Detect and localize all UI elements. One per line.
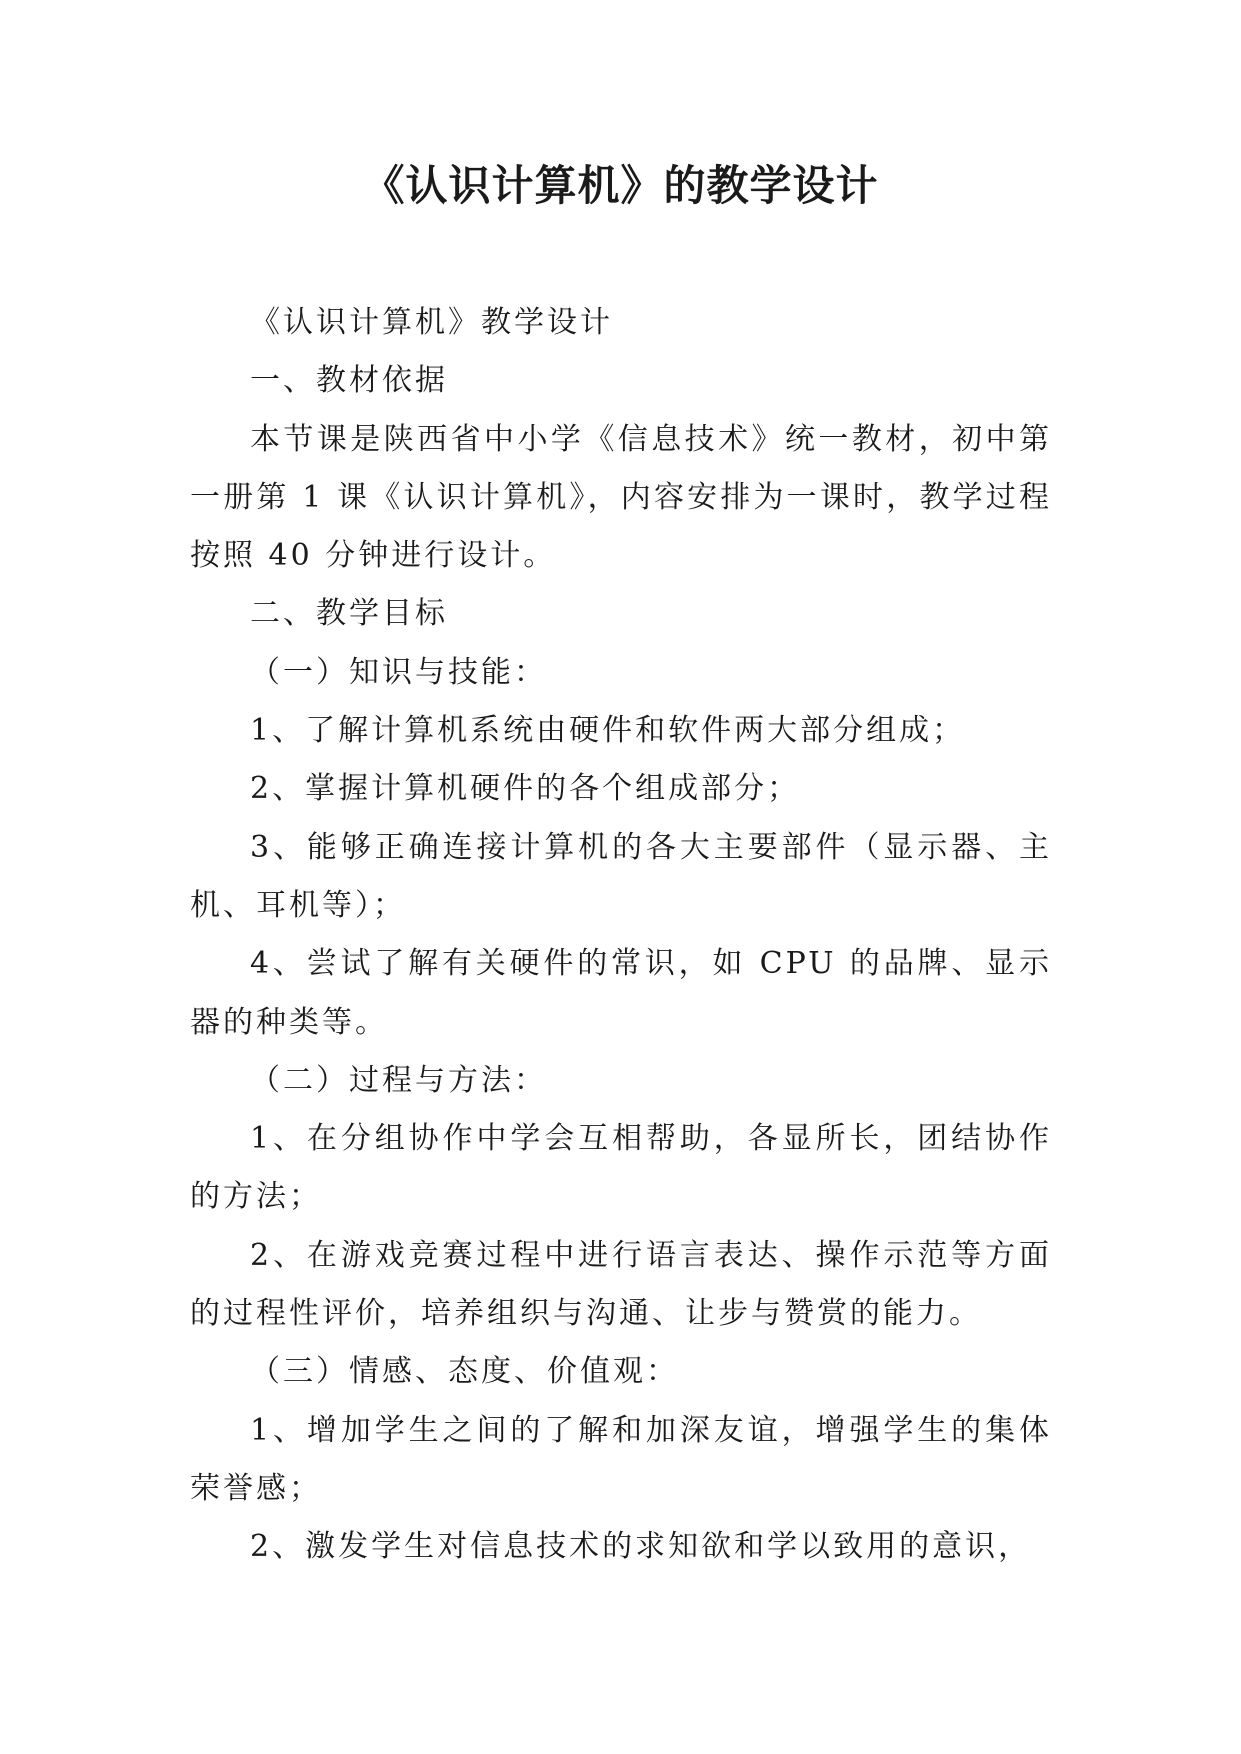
subheading-knowledge-skills: （一）知识与技能： (250, 654, 547, 690)
document-title: 《认识计算机》的教学设计 (362, 161, 879, 210)
list-item-process-2: 2、在游戏竞赛过程中进行语言表达、操作示范等方面的过程性评价，培养组织与沟通、让步与赞赏的能力。 (190, 1237, 1052, 1332)
paragraph-textbook-basis: 本节课是陕西省中小学《信息技术》统一教材，初中第一册第 1 课《认识计算机》，内容安排为一课时，教学过程按照 40 分钟进行设计。 (190, 421, 1052, 574)
list-item-emotion-2: 2、激发学生对信息技术的求知欲和学以致用的意识， (250, 1529, 1032, 1565)
subheading-emotion-attitude-values: （三）情感、态度、价值观： (250, 1354, 679, 1390)
list-item-knowledge-3: 3、能够正确连接计算机的各大主要部件（显示器、主机、耳机等）； (190, 829, 1052, 923)
list-item-knowledge-4: 4、尝试了解有关硬件的常识，如 CPU 的品牌、显示器的种类等。 (190, 946, 1052, 1040)
list-item-process-1: 1、在分组协作中学会互相帮助，各显所长，团结协作的方法； (190, 1121, 1052, 1215)
subtitle-line: 《认识计算机》教学设计 (250, 305, 613, 340)
section-heading-textbook-basis: 一、教材依据 (250, 363, 448, 399)
list-item-knowledge-1: 1、了解计算机系统由硬件和软件两大部分组成； (250, 713, 966, 749)
list-item-emotion-1: 1、增加学生之间的了解和加深友谊，增强学生的集体荣誉感； (190, 1412, 1052, 1506)
document-body (190, 294, 1052, 1577)
subheading-process-methods: （二）过程与方法： (250, 1062, 547, 1098)
list-item-knowledge-2: 2、掌握计算机硬件的各个组成部分； (250, 771, 801, 807)
section-heading-teaching-goals: 二、教学目标 (250, 596, 448, 632)
